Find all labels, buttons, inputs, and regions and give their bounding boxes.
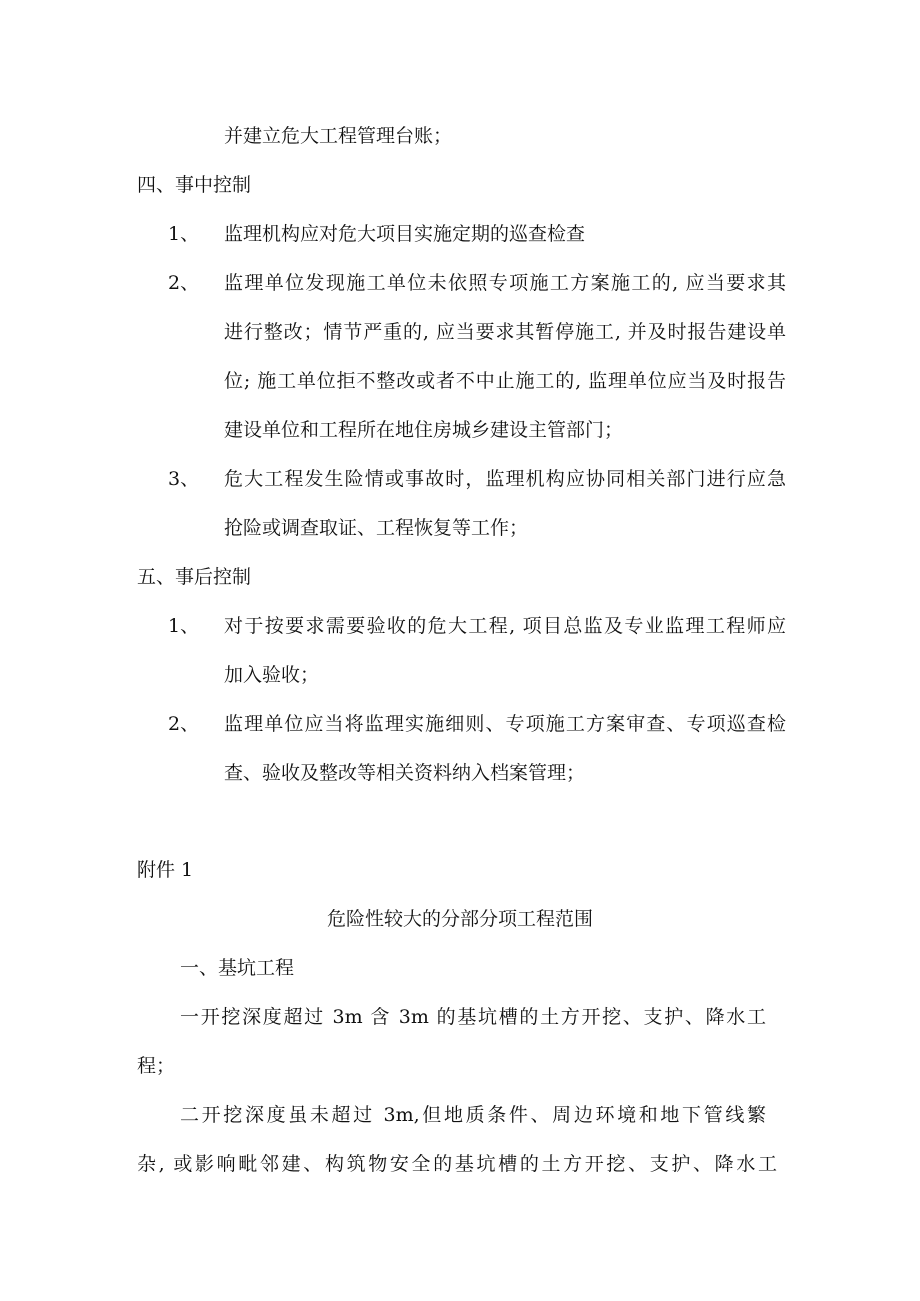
item-text-line: 监理机构应对危大项目实施定期的巡查检查 — [224, 223, 586, 245]
item-text-line: 查、验收及整改等相关资料纳入档案管理； — [224, 762, 586, 784]
item-text-line: 对于按要求需要验收的危大工程, 项目总监及专业监理工程师应 — [224, 615, 786, 637]
item-number: 3、 — [168, 468, 200, 490]
item-text-line: 危大工程发生险情或事故时，监理机构应协同相关部门进行应急 — [224, 468, 786, 490]
paragraph-line: 杂, 或影响毗邻建、构筑物安全的基坑槽的土方开挖、支护、降水工 — [137, 1153, 777, 1175]
item-number: 1、 — [168, 615, 200, 637]
intro-line: 并建立危大工程管理台账； — [224, 125, 453, 147]
paragraph-line: 程； — [137, 1055, 176, 1077]
item-text-line: 监理单位应当将监理实施细则、专项施工方案审查、专项巡查检 — [224, 713, 786, 735]
appendix-label: 附件 1 — [137, 859, 194, 881]
item-number: 2、 — [168, 713, 200, 735]
section-5-heading: 五、事后控制 — [137, 566, 252, 588]
paragraph-line: 一开挖深度超过 3m 含 3m 的基坑槽的土方开挖、支护、降水工 — [180, 1006, 766, 1028]
item-text-line: 位; 施工单位拒不整改或者不中止施工的, 监理单位应当及时报告 — [224, 370, 786, 392]
item-number: 1、 — [168, 223, 200, 245]
paragraph-line: 二开挖深度虽未超过 3m,但地质条件、周边环境和地下管线繁 — [180, 1104, 766, 1126]
item-text-line: 抢险或调查取证、工程恢复等工作； — [224, 517, 529, 539]
section-4-heading: 四、事中控制 — [137, 174, 252, 196]
item-text-line: 监理单位发现施工单位未依照专项施工方案施工的, 应当要求其 — [224, 272, 786, 294]
item-text-line: 加入验收； — [224, 664, 320, 686]
appendix-title: 危险性较大的分部分项工程范围 — [326, 908, 593, 930]
appendix-subheading: 一、基坑工程 — [180, 957, 295, 979]
item-text-line: 进行整改；情节严重的, 应当要求其暂停施工, 并及时报告建设单 — [224, 321, 786, 343]
item-number: 2、 — [168, 272, 200, 294]
item-text-line: 建设单位和工程所在地住房城乡建设主管部门； — [224, 419, 624, 441]
